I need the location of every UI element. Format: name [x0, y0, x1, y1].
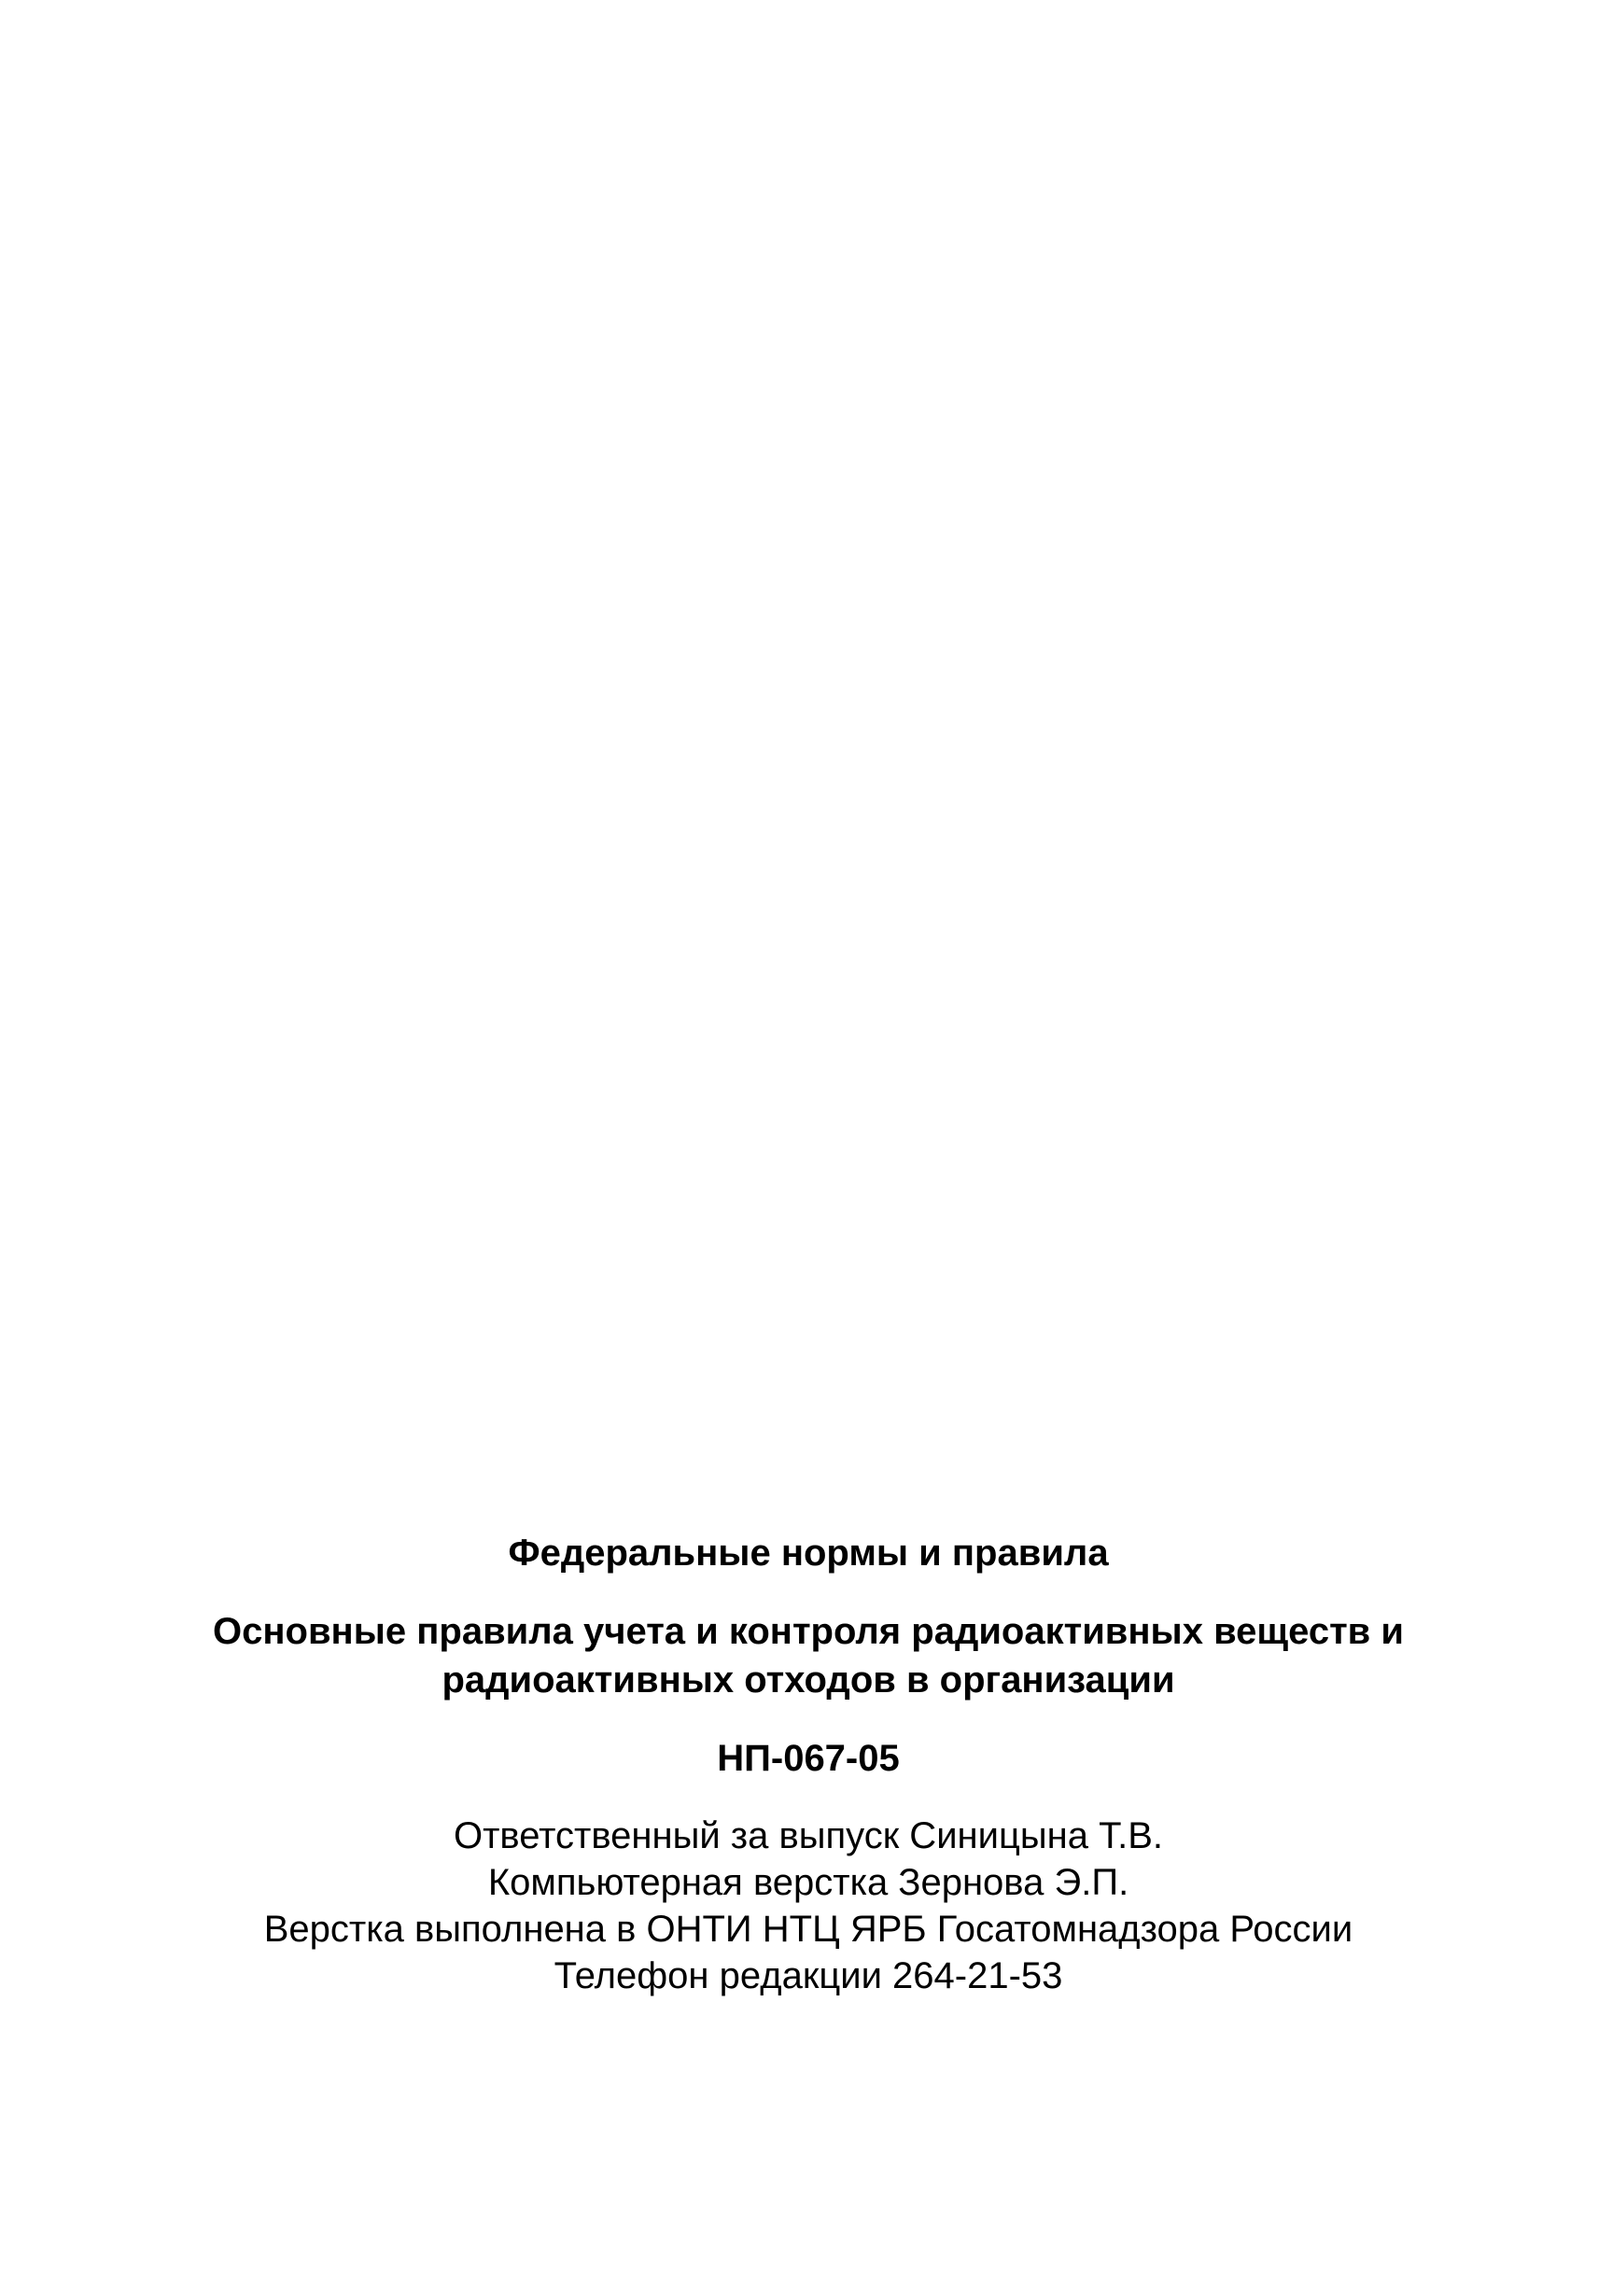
credit-responsible: Ответственный за выпуск Синицына Т.В.: [454, 1815, 1163, 1856]
credit-layout: Компьютерная верстка Зернова Э.П.: [487, 1862, 1129, 1903]
document-title: [0, 1607, 1598, 1704]
document-series: Федеральные нормы и правила: [508, 1533, 1109, 1574]
credits-block: [0, 1813, 1598, 1999]
document-code: НП-067-05: [717, 1738, 900, 1779]
title-line: радиоактивных отходов в организации: [442, 1659, 1175, 1701]
title-line: Основные правила учета и контроля радиоактивных веществ и: [213, 1611, 1404, 1652]
colophon-block: [0, 1531, 1598, 1999]
credit-office: Верстка выполнена в ОНТИ НТЦ ЯРБ Госатомнадзора России: [263, 1909, 1353, 1950]
credit-phone: Телефон редакции 264-21-53: [554, 1955, 1063, 1996]
